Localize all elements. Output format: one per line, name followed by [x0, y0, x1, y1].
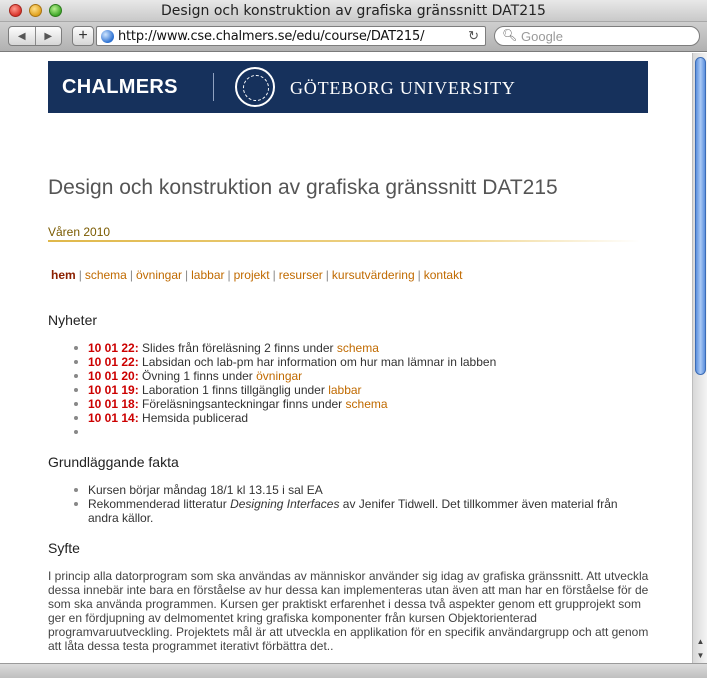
nav-labbar[interactable]: labbar [191, 268, 225, 282]
list-item: Kursen börjar måndag 18/1 kl 13.15 i sal EA [88, 483, 648, 497]
add-bookmark-button[interactable]: + [72, 26, 94, 46]
page-viewport [0, 53, 692, 663]
term-label: Våren 2010 [48, 225, 111, 239]
nav-kontakt[interactable]: kontakt [423, 268, 463, 282]
globe-icon [101, 30, 114, 43]
reload-icon[interactable]: ↻ [468, 28, 479, 43]
news-link-schema-2[interactable]: schema [345, 397, 388, 411]
facts-heading: Grundläggande fakta [48, 454, 179, 470]
nav-ovningar[interactable]: övningar [135, 268, 182, 282]
status-bar [0, 663, 707, 678]
list-item: 10 01 14: Hemsida publicerad [88, 411, 496, 425]
nav-kursutvardering[interactable]: kursutvärdering [331, 268, 415, 282]
gu-logo: GÖTEBORG UNIVERSITY [290, 78, 516, 98]
forward-button[interactable]: ▶ [35, 27, 62, 45]
browser-toolbar [0, 22, 707, 52]
list-item: 10 01 22: Slides från föreläsning 2 finns under schema [88, 341, 496, 355]
scrollbar-thumb[interactable] [695, 57, 706, 375]
title-bar [0, 0, 707, 22]
nav-resurser[interactable]: resurser [278, 268, 323, 282]
list-item: 10 01 18: Föreläsningsanteckningar finns under schema [88, 397, 496, 411]
vertical-scrollbar[interactable] [692, 53, 707, 663]
course-nav: hem | schema | övningar | labbar | projekt | resurser | kursutvärdering | kontakt [51, 268, 463, 282]
search-icon: 🔍︎ [502, 28, 518, 42]
search-placeholder: Google [521, 29, 563, 44]
window-title: Design och konstruktion av grafiska gränssnitt DAT215 [161, 3, 546, 19]
back-button[interactable]: ◀ [17, 30, 26, 42]
scroll-down-arrow-icon[interactable]: ▼ [696, 651, 705, 660]
facts-list [88, 483, 648, 525]
banner-divider [213, 73, 214, 101]
purpose-heading: Syfte [48, 540, 80, 556]
nav-hem[interactable]: hem [51, 268, 76, 282]
address-bar[interactable] [96, 26, 486, 46]
news-link-ovningar[interactable]: övningar [256, 369, 303, 383]
news-heading: Nyheter [48, 312, 98, 328]
list-item-empty [88, 425, 496, 439]
search-field[interactable] [494, 26, 700, 46]
chalmers-logo: CHALMERS [62, 76, 178, 98]
purpose-text: I princip alla datorprogram som ska användas av människor använder sig idag av grafiska gränssnitt. Att utveckla dessa innebär inte bara en förståelse av hur dessa kan implementeras utan även att man har en förståelse för de som ska använda programmen. Kursen ger praktiskt erfarenhet i dessa två aspekter genom ett grupprojekt som ger en fördjupning av delmomentet kring grafiska komponenter från kursen Objektorienterad programvaruutveckling. Projektets mål är att utveckla en applikation för en specifik användargrupp och att genom att låta dessa testa programmet iterativt förbättra det.. [48, 569, 649, 653]
book-title: Designing Interfaces [230, 497, 340, 511]
title-divider [48, 240, 640, 242]
list-item: Rekommenderad litteratur Designing Interfaces av Jenifer Tidwell. Det tillkommer även material från andra källor. [88, 497, 648, 525]
news-link-labbar[interactable]: labbar [328, 383, 362, 397]
university-seal-icon [235, 67, 275, 107]
university-banner[interactable] [48, 61, 648, 113]
nav-projekt[interactable]: projekt [233, 268, 270, 282]
nav-schema[interactable]: schema [84, 268, 127, 282]
url-text[interactable]: http://www.cse.chalmers.se/edu/course/DAT215/ [118, 29, 425, 44]
list-item: 10 01 20: Övning 1 finns under övningar [88, 369, 496, 383]
list-item: 10 01 19: Laboration 1 finns tillgänglig under labbar [88, 383, 496, 397]
scroll-up-arrow-icon[interactable]: ▲ [696, 637, 705, 646]
list-item: 10 01 22: Labsidan och lab-pm har information om hur man lämnar in labben [88, 355, 497, 369]
history-buttons [8, 26, 62, 46]
page-title: Design och konstruktion av grafiska gränssnitt DAT215 [48, 176, 558, 199]
news-link-schema[interactable]: schema [336, 341, 379, 355]
news-list [88, 341, 496, 439]
